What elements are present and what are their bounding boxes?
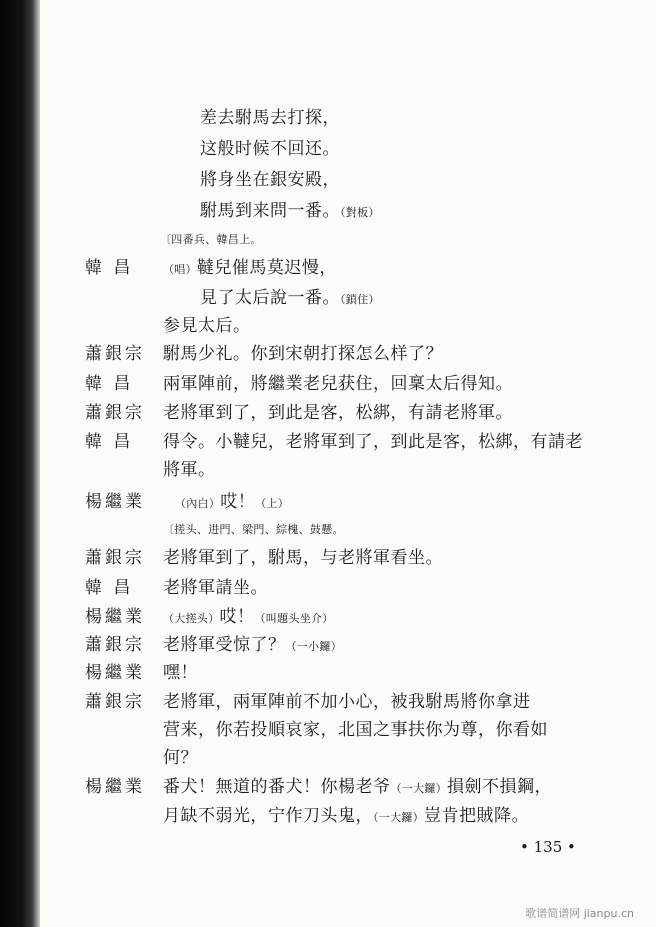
dialogue-line [163,260,337,277]
speaker-han-chang: 韓 昌 [85,374,134,394]
speaker-yang-jiye: 楊繼業 [85,607,145,627]
speaker-xiao-yinzong: 蕭銀宗 [85,344,145,364]
dialogue-line: 老將軍到了，到此是客，松綁，有請老將軍。 [163,403,513,423]
watermark: 歌谱简谱网 jianpu.cn [525,907,634,920]
verse-line-1: 差去駙馬去打探， [200,108,340,128]
verse-line-2: 这般时候不回还。 [200,139,340,159]
speaker-yang-jiye: 楊繼業 [85,777,145,797]
dialogue-line: 何？ [163,748,198,768]
stage-direction-2: 〔搓头、进門、梁門、綜槐、鼓懸。 [163,523,344,536]
dialogue-line [163,779,552,796]
speaker-han-chang: 韓 昌 [85,432,134,452]
speaker-han-chang: 韓 昌 [85,578,134,598]
speaker-xiao-yinzong: 蕭銀宗 [85,403,145,423]
music-cue: （一大鑼） [373,811,424,824]
music-cue: （一大鑼） [390,782,447,795]
dialogue-line: 营来，你若投順哀家，北国之事扶你为尊，你看如 [163,720,548,740]
dialogue-line [200,290,380,307]
dialogue-line: 嘿！ [163,663,198,683]
dialogue-line [163,637,342,654]
stage-direction-1: 〔四番兵、韓昌上。 [160,233,262,246]
speaker-xiao-yinzong: 蕭銀宗 [85,635,145,655]
dialogue-text: 老將軍受惊了？ [163,635,286,655]
speaker-xiao-yinzong: 蕭銀宗 [85,692,145,712]
dialogue-line: 將軍。 [163,460,216,480]
stage-cue: （上） [255,497,290,510]
speaker-xiao-yinzong: 蕭銀宗 [85,548,145,568]
dialogue-line: 参見太后。 [163,316,251,336]
dialogue-line: 駙馬少礼。你到宋朝打探怎么样了？ [163,344,443,364]
music-cue: （一小鑼） [285,640,342,653]
dialogue-text: 哎！ [220,492,256,512]
dialogue-text: 月缺不弱光，宁作刀头鬼， [163,806,373,826]
speaker-yang-jiye: 楊繼業 [85,663,145,683]
dialogue-line [163,808,529,825]
dialogue-line: 老將軍請坐。 [163,578,268,598]
dialogue-text: 番犬！無道的番犬！你楊老爷 [163,777,391,797]
dialogue-text: 韃兒催馬莫迟慢， [196,258,337,278]
dialogue-text: 豈肯把賊降。 [424,806,529,826]
stage-cue: （大搓头） [163,612,220,625]
dialogue-line: 兩軍陣前，將繼業老兒获住，回稟太后得知。 [163,374,513,394]
dialogue-line: 老將軍到了，駙馬，与老將軍看坐。 [163,548,443,568]
speaker-yang-jiye: 楊繼業 [85,492,145,512]
stage-cue: （內白） [175,497,221,510]
speaker-han-chang: 韓 昌 [85,258,134,278]
dialogue-line: 得令。小韃兒，老將軍到了，到此是客，松綁，有請老 [163,432,583,452]
sing-marker: （唱） [163,263,197,276]
book-spine-shadow [0,0,40,927]
page-number: • 135 • [520,838,576,856]
verse-line-4-text: 駙馬到来問一番。 [200,201,340,221]
verse-line-4 [200,203,380,220]
dialogue-text: 見了太后說一番。 [200,288,340,308]
dialogue-line [163,609,334,626]
music-cue: （鎖住） [340,293,380,306]
dialogue-line: 老將軍，兩軍陣前不加小心，被我駙馬將你拿进 [163,692,531,712]
dialogue-text: 損劍不損鋼， [447,777,552,797]
dialogue-text: 哎！ [219,607,255,627]
stage-cue: （叫題头坐介） [254,612,334,625]
verse-line-4-note: （對板） [340,206,380,219]
verse-line-3: 將身坐在銀安殿， [200,170,340,190]
dialogue-line [175,494,289,511]
